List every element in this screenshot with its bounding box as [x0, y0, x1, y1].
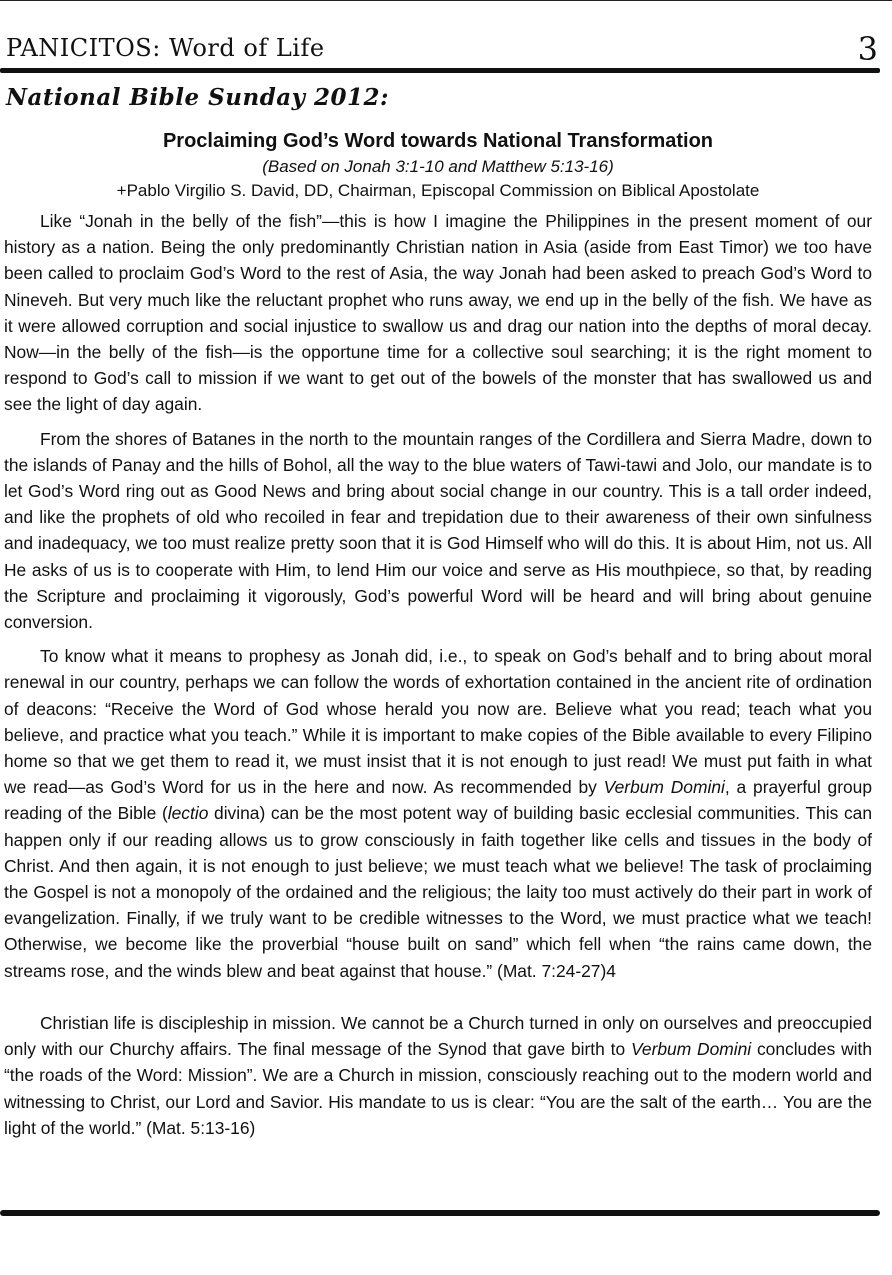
paragraph-3	[4, 643, 872, 984]
paragraph-3-emphasis-lectio: lectio	[167, 803, 209, 824]
paragraph-3-text-c: divina) can be the most potent way of building basic ecclesial communities. This can happen only if our reading allows us to grow consciously in faith together like cells and tissues in the body of Christ. And then again, it is not enough to just believe; we must teach what we believe! The task of proclaiming the Gospel is not a monopoly of the ordained and the religious; the laity too must actively do their part in work of evangelization. Finally, if we truly want to be credible witnesses to the Word, we must practice what we teach! Otherwise, we become like the proverbial “house built on sand” which fell when “the rains came down, the streams rose, and the winds blew and beat against that house.” (Mat. 7:24-27)4	[4, 803, 872, 981]
article-title: Proclaiming God’s Word towards National Transformation	[162, 130, 714, 152]
paragraph-4-text-a: Christian life is discipleship in mission. We cannot be a Church turned in only on ourselves and preoccupied only with our Churchy affairs. The final message of the Synod that gave birth to	[4, 1012, 872, 1060]
page-number: 3	[857, 30, 878, 68]
paragraph-4-emphasis-verbum: Verbum Domini	[630, 1039, 752, 1060]
paragraph-4	[4, 1010, 872, 1141]
article	[4, 128, 872, 1149]
paragraph-3-emphasis-verbum: Verbum Domini	[603, 777, 725, 798]
article-author: +Pablo Virgilio S. David, DD, Chairman, Episcopal Commission on Biblical Apostolate	[116, 181, 760, 200]
article-subtitle: (Based on Jonah 3:1-10 and Matthew 5:13-16)	[262, 157, 614, 176]
header-divider	[0, 68, 880, 73]
paragraph-3-text-b: , a prayerful group reading of the Bible (	[4, 777, 873, 824]
paragraph-3-text-a: To know what it means to prophesy as Jonah did, i.e., to speak on God’s behalf and to bring about moral renewal in our country, perhaps we can follow the words of exhortation contained in the ancient rite of ordination of deacons: “Receive the Word of God whose herald you now are. Believe what you read; teach what you believe, and practice what you teach.” While it is important to make copies of the Bible available to every Filipino home so that we get them to read it, we must insist that it is not enough to just read! We must put faith in what we read—as God’s Word for us in the here and now. As recommended by	[4, 646, 872, 798]
footer-divider	[0, 1210, 880, 1216]
paragraph-2: From the shores of Batanes in the north to the mountain ranges of the Cordillera and Sierra Madre, down to the islands of Panay and the hills of Bohol, all the way to the blue waters of Tawi-tawi and Jolo, our mandate is to let God’s Word ring out as Good News and bring about social change in our country. This is a tall order indeed, and like the prophets of old who recoiled in fear and trepidation due to their awareness of their own sinfulness and inadequacy, we too must realize pretty soon that it is God Himself who will do this. It is about Him, not us. All He asks of us is to cooperate with Him, to lend Him our voice and serve as His mouthpiece, so that, by reading the Scripture and proclaiming it vigorously, God’s powerful Word will be heard and will bring about genuine conversion.	[4, 428, 872, 633]
top-border-line	[0, 0, 892, 1]
page-header	[6, 30, 878, 68]
paragraph-4-text-b: concludes with “the roads of the Word: Mission”. We are a Church in mission, consciously reaching out to the modern world and witnessing to Christ, our Lord and Savior. His mandate to us is clear: “You are the salt of the earth… You are the light of the world.” (Mat. 5:13-16)	[4, 1039, 873, 1138]
newsletter-title: PANICITOS: Word of Life	[6, 34, 325, 62]
section-title: National Bible Sunday 2012:	[6, 84, 390, 111]
paragraph-1: Like “Jonah in the belly of the fish”—this is how I imagine the Philippines in the present moment of our history as a nation. Being the only predominantly Christian nation in Asia (aside from East Timor) we too have been called to proclaim God’s Word to the rest of Asia, the way Jonah had been asked to preach God’s Word to Nineveh. But very much like the reluctant prophet who runs away, we end up in the belly of the fish. We have as it were allowed corruption and social injustice to swallow us and drag our nation into the depths of moral decay. Now—in the belly of the fish—is the opportune time for a collective soul searching; it is the right moment to respond to God’s call to mission if we want to get out of the bowels of the monster that has swallowed us and see the light of day again.	[4, 211, 872, 415]
